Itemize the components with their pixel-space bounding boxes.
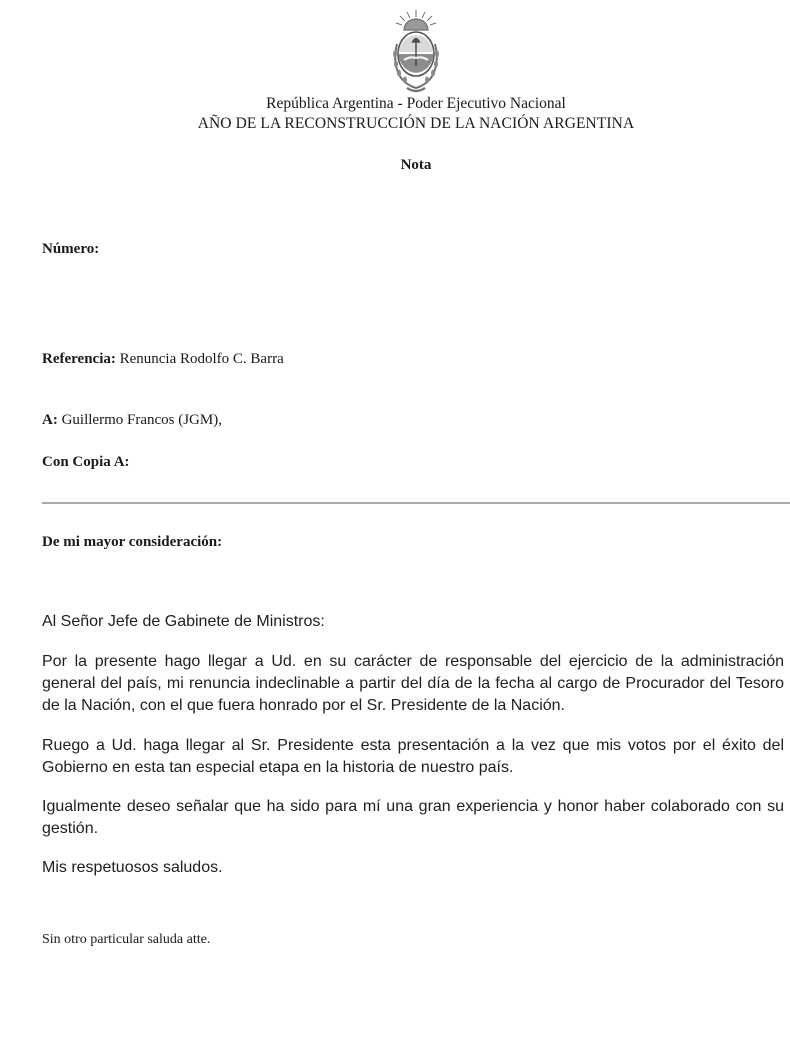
- letter-paragraph: Ruego a Ud. haga llegar al Sr. Presidente esta presentación a la vez que mis votos por el éxito del Gobierno en esta tan especial etapa en la historia de nuestro país.: [42, 737, 784, 776]
- letter-regards: Mis respetuosos saludos.: [42, 859, 223, 876]
- closing-line: Sin otro particular saluda atte.: [42, 932, 211, 947]
- recipient-label: A:: [42, 412, 58, 428]
- referencia-field: [42, 351, 284, 368]
- letter-addressee: Al Señor Jefe de Gabinete de Ministros:: [42, 613, 325, 630]
- salutation: De mi mayor consideración:: [42, 534, 223, 550]
- coat-of-arms-icon: [387, 8, 445, 96]
- referencia-value: Renuncia Rodolfo C. Barra: [119, 351, 284, 367]
- letter-paragraph: Igualmente deseo señalar que ha sido para mí una gran experiencia y honor haber colaborado con su gestión.: [42, 798, 784, 837]
- header-government-line: República Argentina - Poder Ejecutivo Nacional: [266, 95, 566, 112]
- copy-to-field: [42, 454, 130, 471]
- numero-field: [42, 241, 99, 258]
- recipient-field: [42, 412, 222, 429]
- section-divider: [42, 502, 790, 504]
- referencia-label: Referencia:: [42, 351, 116, 367]
- document-type-title: Nota: [400, 157, 432, 173]
- letter-paragraph: Por la presente hago llegar a Ud. en su carácter de responsable del ejercicio de la administración general del país, mi renuncia indeclinable a partir del día de la fecha al cargo de Procurador del Tesoro de la Nación, con el que fuera honrado por el Sr. Presidente de la Nación.: [42, 653, 784, 714]
- numero-label: Número:: [42, 241, 100, 257]
- recipient-value: Guillermo Francos (JGM),: [61, 412, 222, 428]
- header-year-motto: AÑO DE LA RECONSTRUCCIÓN DE LA NACIÓN ARGENTINA: [197, 115, 635, 132]
- copy-to-label: Con Copia A:: [42, 454, 130, 470]
